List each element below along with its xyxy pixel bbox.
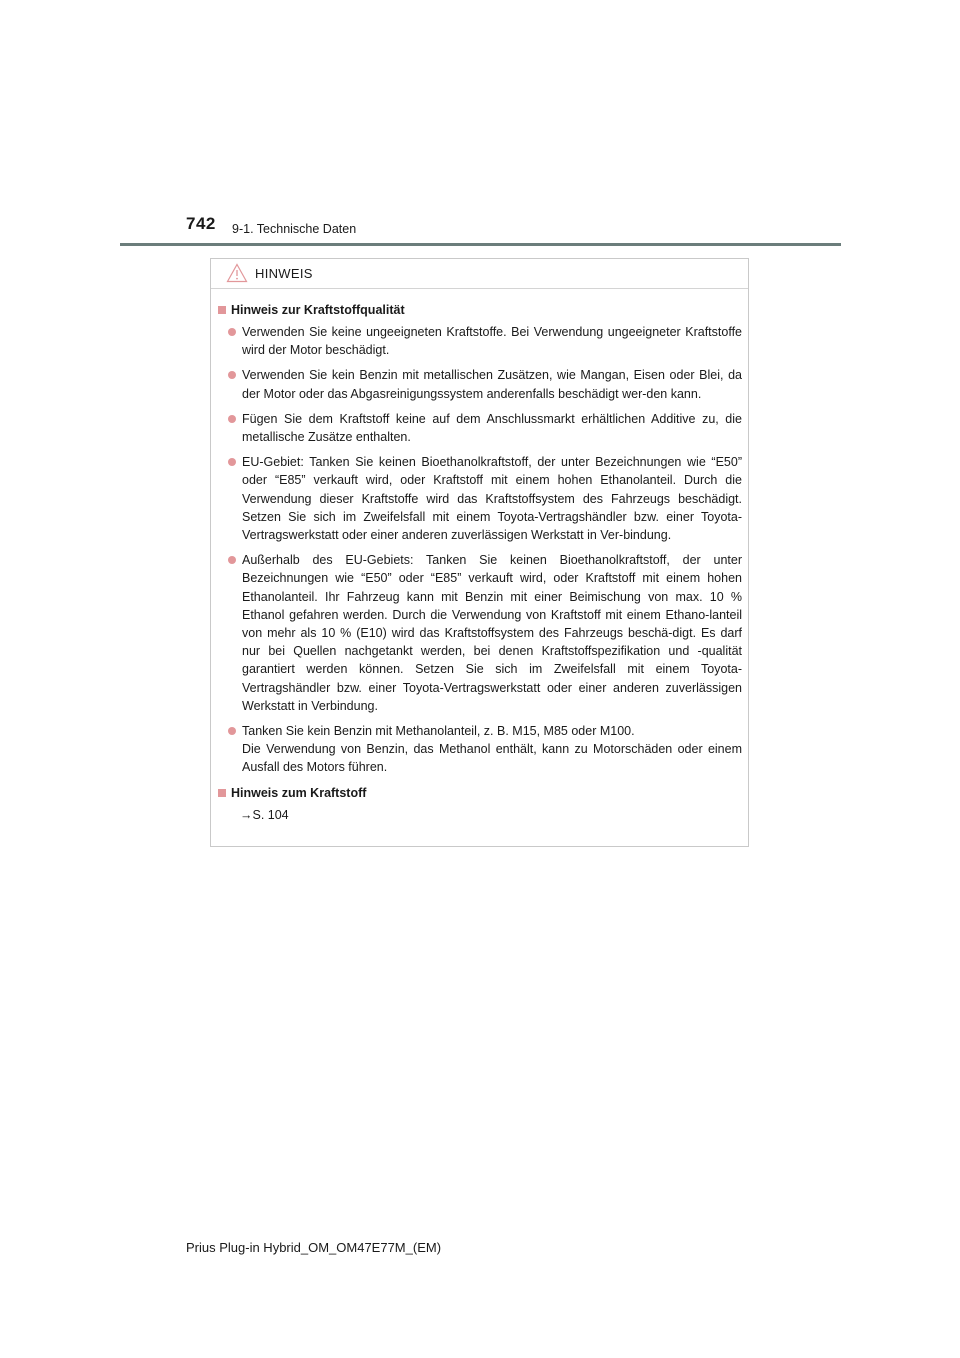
list-item xyxy=(218,366,742,402)
square-bullet-icon xyxy=(218,789,226,797)
list-item xyxy=(218,323,742,359)
page-reference-link[interactable]: →S. 104 xyxy=(240,807,289,822)
list-item xyxy=(218,551,742,715)
round-bullet-icon xyxy=(228,371,236,379)
list-item xyxy=(218,453,742,544)
section-heading-text: Hinweis zur Kraftstoffqualität xyxy=(231,303,405,317)
section-heading-text: Hinweis zum Kraftstoff xyxy=(231,785,367,800)
list-item-text: EU-Gebiet: Tanken Sie keinen Bioethanolkraftstoff, der unter Bezeichnungen wie “E50” oder “E85” verkauft wird, oder Kraftstoff mit einem hohen Ethanolanteil. Durch die Verwendung dieser Kraftstoffe wird das Kraftstoffsystem des Fahrzeugs beschädigt. Setzen Sie sich im Zweifelsfall mit einem Toyota-Vertragshändler bzw. einer Toyota-Vertragswerkstatt oder einer anderen zuverlässigen Werkstatt in Ver-bindung. xyxy=(242,455,742,543)
header-rule xyxy=(120,243,841,246)
list-item-text: Verwenden Sie kein Benzin mit metallischen Zusätzen, wie Mangan, Eisen oder Blei, da der Motor oder das Abgasreinigungssystem anderenfalls beschädigt wer-den kann. xyxy=(242,368,742,401)
round-bullet-icon xyxy=(228,556,236,564)
round-bullet-icon xyxy=(228,727,236,735)
list-item xyxy=(218,410,742,446)
list-item xyxy=(218,722,742,777)
page-number: 742 xyxy=(186,214,216,233)
notice-body xyxy=(211,289,748,824)
section-title: 9-1. Technische Daten xyxy=(232,222,357,236)
document-footer: Prius Plug-in Hybrid_OM_OM47E77M_(EM) xyxy=(186,1240,442,1255)
notice-header xyxy=(211,259,748,289)
list-item-text-continued: Die Verwendung von Benzin, das Methanol enthält, kann zu Motorschäden oder einem Ausfall des Motors führen. xyxy=(242,742,742,775)
square-bullet-icon xyxy=(218,306,226,314)
round-bullet-icon xyxy=(228,328,236,336)
notice-box xyxy=(210,258,749,847)
warning-triangle-icon xyxy=(226,263,248,283)
notice-title: HINWEIS xyxy=(255,266,313,281)
list-item-text: Verwenden Sie keine ungeeigneten Kraftstoffe. Bei Verwendung ungeeigneter Kraftstoffe wird der Motor beschädigt. xyxy=(242,325,742,358)
list-item-text: Tanken Sie kein Benzin mit Methanolanteil, z. B. M15, M85 oder M100. xyxy=(242,724,635,739)
round-bullet-icon xyxy=(228,415,236,423)
round-bullet-icon xyxy=(228,458,236,466)
section-heading-fuel xyxy=(218,784,742,802)
section-heading-fuel-quality xyxy=(218,301,742,319)
list-item-text: Fügen Sie dem Kraftstoff keine auf dem Anschlussmarkt erhältlichen Additive zu, die metallische Zusätze enthalten. xyxy=(242,411,742,445)
list-item-text: Außerhalb des EU-Gebiets: Tanken Sie keinen Bioethanolkraftstoff, der unter Bezeichnungen wie “E50” oder “E85” verkauft wird, oder Kraftstoff mit einem hohen Ethanolanteil. Ihr Fahrzeug kann mit Benzin mit einer Beimischung von max. 10 % Ethanol gefahren werden. Durch die Verwendung von Kraftstoff mit einem Ethano-lanteil von mehr als 10 % (E10) wird das Kraftstoffsystem des Fahrzeugs beschä-digt. Es darf nur bei Quellen nachgetankt werden, bei denen Kraftstoffspezifikation und -qualität garantiert werden können. Setzen Sie sich im Zweifelsfall mit einem Toyota-Vertragshändler bzw. einer Toyota-Vertragswerkstatt oder einer anderen zuverlässigen Werkstatt in Verbindung. xyxy=(242,553,742,713)
